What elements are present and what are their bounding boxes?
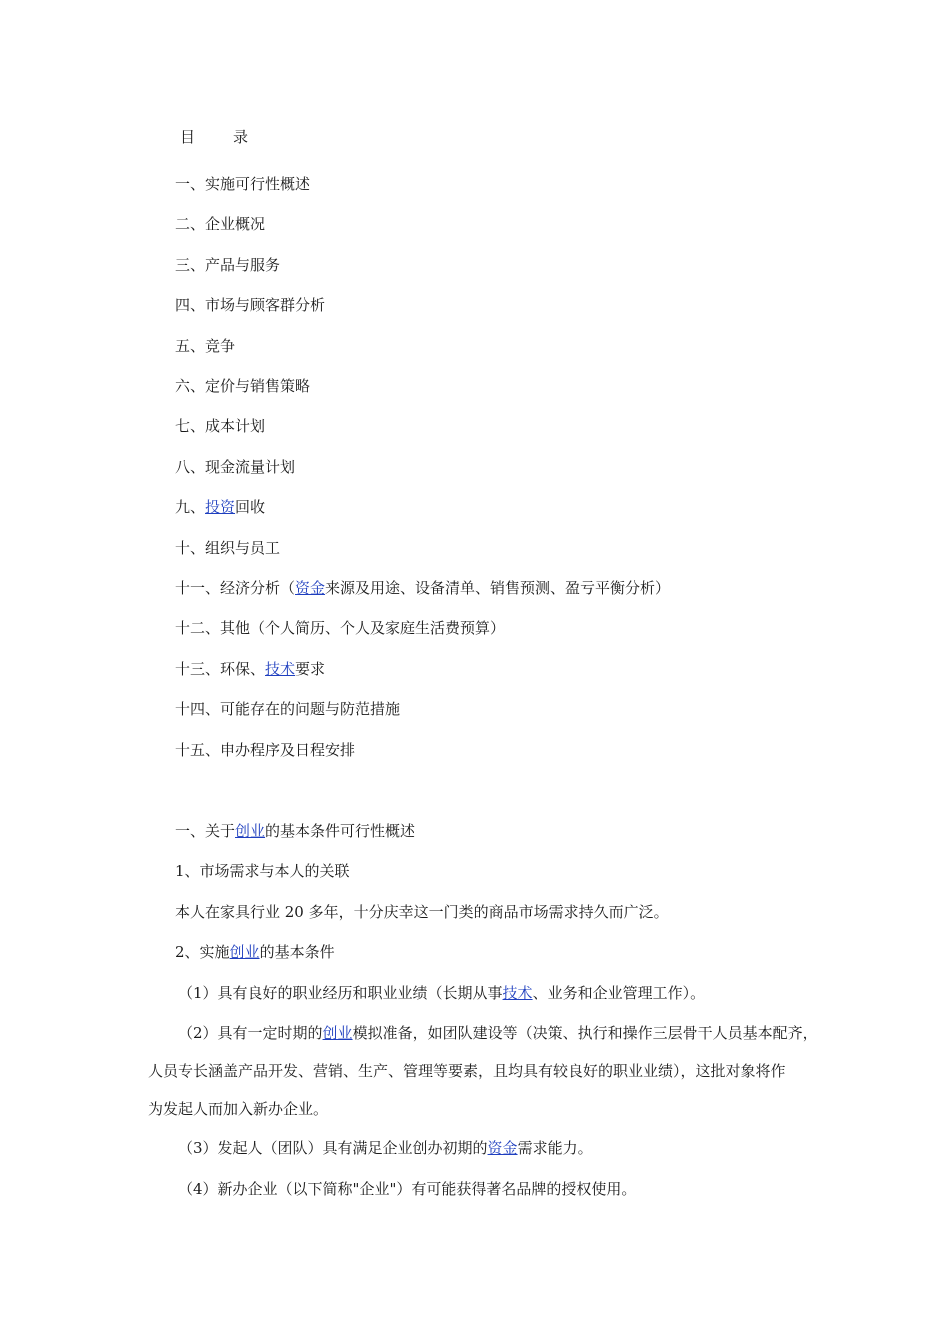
condition-3-suffix: 需求能力。	[517, 1139, 593, 1157]
condition-2-line-3: 为发起人而加入新办企业。	[148, 1100, 329, 1118]
link-chuangye[interactable]: 创业	[322, 1024, 353, 1042]
condition-2-line-1	[178, 1023, 818, 1043]
link-chuangye[interactable]: 创业	[229, 943, 260, 961]
toc-item	[175, 699, 400, 719]
subsection-2-heading	[175, 942, 335, 962]
condition-2-suffix: 模拟准备，如团队建设等（决策、执行和操作三层骨干人员基本配齐，	[352, 1024, 818, 1042]
condition-2-prefix: （2）具有一定时期的	[178, 1024, 323, 1042]
toc-title-char-2: 录	[233, 128, 249, 146]
section-1-heading-prefix: 一、关于	[175, 822, 236, 840]
subsection-2-prefix: 2、实施	[175, 943, 230, 961]
toc-item-text: 十一、经济分析（	[175, 579, 296, 597]
toc-title-char-1: 目	[180, 128, 196, 146]
condition-1-prefix: （1）具有良好的职业经历和职业业绩（长期从事	[178, 984, 503, 1002]
subsection-1-text: 本人在家具行业 20 多年，十分庆幸这一门类的商品市场需求持久而广泛。	[175, 903, 669, 921]
condition-3	[178, 1138, 593, 1158]
toc-item-text: 五、竞争	[175, 337, 236, 355]
toc-item	[175, 497, 265, 517]
section-1-heading-suffix: 的基本条件可行性概述	[265, 822, 416, 840]
toc-item-text: 十五、申办程序及日程安排	[175, 741, 356, 759]
toc-item	[175, 740, 355, 760]
toc-item-text: 七、成本计划	[175, 417, 266, 435]
toc-item-link[interactable]: 技术	[265, 660, 296, 678]
condition-1-suffix: 、业务和企业管理工作）。	[532, 984, 706, 1002]
link-zijin[interactable]: 资金	[487, 1139, 518, 1157]
toc-item-text: 三、产品与服务	[175, 256, 281, 274]
toc-item-text: 十三、环保、	[175, 660, 266, 678]
link-jishu[interactable]: 技术	[502, 984, 533, 1002]
toc-item	[175, 457, 295, 477]
toc-item-text: 十二、其他（个人简历、个人及家庭生活费预算）	[175, 619, 506, 637]
condition-4: （4）新办企业（以下简称"企业"）有可能获得著名品牌的授权使用。	[178, 1180, 637, 1198]
toc-item	[175, 538, 280, 558]
subsection-2-suffix: 的基本条件	[259, 943, 335, 961]
section-1-heading	[175, 821, 415, 841]
toc-item-link[interactable]: 资金	[295, 579, 326, 597]
toc-item-text-after-link: 回收	[235, 498, 266, 516]
toc-item-text: 八、现金流量计划	[175, 458, 296, 476]
toc-item-text-after-link: 来源及用途、设备清单、销售预测、盈亏平衡分析）	[325, 579, 671, 597]
link-chuangye[interactable]: 创业	[235, 822, 266, 840]
toc-item-link[interactable]: 投资	[205, 498, 236, 516]
toc-item	[175, 376, 310, 396]
toc-item	[175, 336, 235, 356]
toc-item-text: 一、实施可行性概述	[175, 175, 311, 193]
toc-item-text: 六、定价与销售策略	[175, 377, 311, 395]
condition-1	[178, 983, 705, 1003]
toc-item	[175, 618, 505, 638]
toc-title	[180, 127, 248, 147]
condition-2-line-2: 人员专长涵盖产品开发、营销、生产、管理等要素，且均具有较良好的职业业绩），这批对象将作	[148, 1062, 786, 1080]
toc-item	[175, 174, 310, 194]
toc-item	[175, 416, 265, 436]
toc-item-text: 四、市场与顾客群分析	[175, 296, 326, 314]
toc-item	[175, 659, 325, 679]
toc-item-text: 十、组织与员工	[175, 539, 281, 557]
toc-item	[175, 255, 280, 275]
toc-item-text: 十四、可能存在的问题与防范措施	[175, 700, 401, 718]
toc-item-text: 九、	[175, 498, 206, 516]
toc-item-text-after-link: 要求	[295, 660, 326, 678]
subsection-1-heading: 1、市场需求与本人的关联	[175, 862, 350, 880]
toc-item	[175, 214, 265, 234]
toc-item	[175, 295, 325, 315]
toc-item-text: 二、企业概况	[175, 215, 266, 233]
toc-item	[175, 578, 670, 598]
condition-3-prefix: （3）发起人（团队）具有满足企业创办初期的	[178, 1139, 488, 1157]
